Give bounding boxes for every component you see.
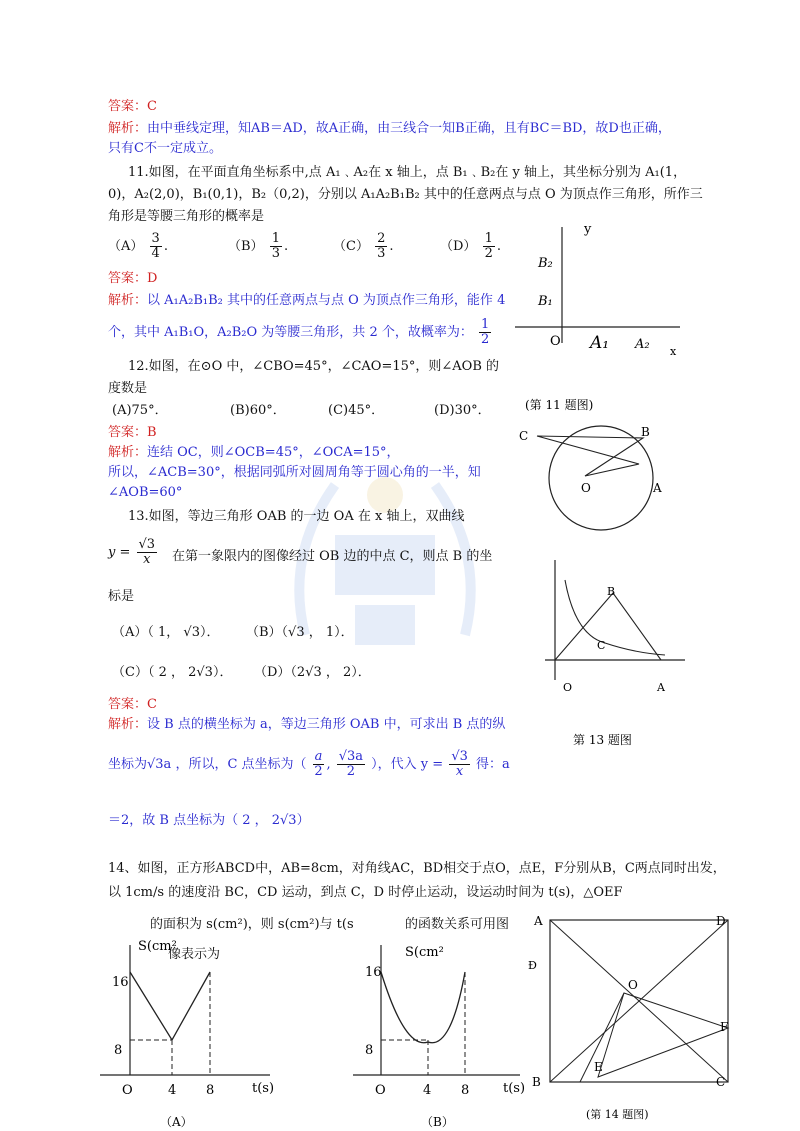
q14-stem-line4: 像表示为 xyxy=(168,947,221,962)
q14-label-e: E xyxy=(594,1060,603,1074)
q14-caption: (第 14 题图) xyxy=(586,1108,649,1121)
q12-label-o: O xyxy=(581,481,591,495)
q14a-caption: （A） xyxy=(160,1115,193,1129)
q11-label-x: x xyxy=(670,345,677,358)
q14b-x4: 4 xyxy=(423,1083,432,1098)
q13-option-a: （A）（ 1， √3）． xyxy=(112,625,220,640)
q14-stem-line3b: 的函数关系可用图 xyxy=(405,917,510,932)
q10-analysis-line2: 只有C不一定成立。 xyxy=(108,141,222,156)
q13-label-a: A xyxy=(657,681,665,694)
q12-label-c: C xyxy=(519,429,529,443)
q14b-x8: 8 xyxy=(461,1083,470,1098)
q14b-xlabel: t(s) xyxy=(503,1081,526,1096)
q14-label-c: C xyxy=(716,1075,726,1089)
q14a-origin: O xyxy=(122,1083,133,1098)
q11-label-b1: B₁ xyxy=(538,294,553,309)
q14-stem-line3a: 的面积为 s(cm²)，则 s(cm²)与 t(s xyxy=(150,917,354,932)
q14b-ylabel: S(cm² xyxy=(405,945,444,960)
q11-analysis-line1: 解析：以 A₁A₂B₁B₂ 其中的任意两点与点 O 为顶点作三角形，能作 4 xyxy=(108,293,506,308)
q12-analysis-line2: 所以，∠ACB=30°，根据同弧所对圆周角等于圆心角的一半，知 xyxy=(108,465,481,480)
q13-label-c: C xyxy=(597,639,606,652)
q14-stem-line2: 以 1cm/s 的速度沿 BC，CD 运动，到点 C，D 时停止运动，设运动时间为 t(s)，△OEF xyxy=(108,885,623,900)
q12-option-b: (B)60°． xyxy=(230,403,286,418)
q12-answer: 答案：B xyxy=(108,425,157,440)
q13-analysis-line1: 解析：设 B 点的横坐标为 a，等边三角形 OAB 中，可求出 B 点的纵 xyxy=(108,717,506,732)
q11-stem-line3: 角形是等腰三角形的概率是 xyxy=(108,209,265,224)
q13-stem-line1: 13.如图，等边三角形 OAB 的一边 OA 在 x 轴上，双曲线 xyxy=(128,509,465,524)
q12-analysis-line3: ∠AOB=60° xyxy=(108,485,183,500)
q14a-y8: 8 xyxy=(114,1043,123,1058)
q14a-y16: 16 xyxy=(112,975,129,990)
q14a-x4: 4 xyxy=(168,1083,177,1098)
q11-caption: (第 11 题图) xyxy=(525,398,594,412)
q12-stem-line1: 12.如图，在⊙O 中，∠CBO=45°，∠CAO=15°，则∠AOB 的 xyxy=(128,359,500,374)
q14-stem-line1: 14、如图，正方形ABCD中，AB=8cm，对角线AC，BD相交于点O，点E，F分别从B，C两点同时出发， xyxy=(108,861,726,876)
q13-equation: y = $\frac{√3}{x}$ xyxy=(108,537,156,567)
q13-option-b: （B）（√3 ， 1）． xyxy=(246,625,354,640)
q14b-caption: （B） xyxy=(421,1115,454,1129)
q13-stem-line2: 在第一象限内的图像经过 OB 边的中点 C，则点 B 的坐 xyxy=(172,549,493,564)
q11-label-a2: A₂ xyxy=(635,337,650,352)
q14-label-o: O xyxy=(628,978,638,992)
q12-label-b: B xyxy=(641,425,650,439)
q13-label-o: O xyxy=(563,681,573,694)
q12-option-d: (D)30°． xyxy=(434,403,491,418)
q13-option-c: （C）（ 2 ， 2√3）． xyxy=(112,665,233,680)
q12-option-a: (A)75°． xyxy=(112,403,168,418)
q12-figure xyxy=(515,420,695,535)
q14b-y8: 8 xyxy=(365,1043,374,1058)
q12-analysis-line1: 解析：连结 OC，则∠OCB=45°，∠OCA=15°， xyxy=(108,445,400,460)
q12-label-a: A xyxy=(653,481,662,495)
q11-analysis-line2: 个，其中 A₁B₁O，A₂B₂O 为等腰三角形，共 2 个，故概率为： $\frac{1}{2}$ xyxy=(108,317,490,347)
q11-label-a1: A₁ xyxy=(590,333,610,353)
q12-stem-line2: 度数是 xyxy=(108,381,148,396)
q13-stem-line3: 标是 xyxy=(108,589,135,604)
q14b-origin: O xyxy=(375,1083,386,1098)
q13-analysis-line2: 坐标为√3a ，所以，C 点坐标为（ $\frac{a}{2}$ , $\frac{√3a}{2}$ ），代入 y = $\frac{√3}{x}$ 得：a xyxy=(108,749,510,779)
q11-figure xyxy=(510,215,700,415)
q13-label-b: B xyxy=(607,585,616,598)
q11-label-y: y xyxy=(584,222,592,237)
q14a-xlabel: t(s) xyxy=(252,1081,275,1096)
q14-label-a: A xyxy=(534,914,543,928)
q11-option-c: （C） $\frac{2}{3}$ . xyxy=(333,231,394,261)
q11-option-a: （A） $\frac{3}{4}$ . xyxy=(108,231,168,261)
q14-label-d: D xyxy=(716,914,726,928)
q13-answer: 答案：C xyxy=(108,697,157,712)
q13-figure xyxy=(535,555,695,750)
q13-caption: 第 13 题图 xyxy=(573,733,632,747)
q11-stem-line1: 11.如图，在平面直角坐标系中,点 A₁﹑A₂在 x 轴上，点 B₁﹑B₂在 y 轴上，其坐标分别为 A₁(1， xyxy=(128,165,687,180)
q11-label-o: O xyxy=(550,334,561,349)
q11-stem-line2: 0)，A₂(2,0)，B₁(0,1)，B₂（0,2)，分别以 A₁A₂B₁B₂ 其中的任意两点与点 O 为顶点作三角形，所作三 xyxy=(108,187,703,202)
q11-answer: 答案：D xyxy=(108,271,158,286)
q14-label-stray: Ð xyxy=(528,959,537,972)
q13-option-d: （D）（2√3 ， 2）． xyxy=(254,665,371,680)
q14a-x8: 8 xyxy=(206,1083,215,1098)
q13-analysis-line3: ＝2，故 B 点坐标为（ 2 ， 2√3） xyxy=(108,813,310,828)
q11-option-d: （D） $\frac{1}{2}$ . xyxy=(440,231,501,261)
q12-option-c: (C)45°． xyxy=(328,403,385,418)
q11-label-b2: B₂ xyxy=(538,256,553,271)
q14-graph-a xyxy=(90,930,275,1130)
q14a-ylabel: S(cm² xyxy=(138,939,177,954)
q14-square-figure xyxy=(520,905,755,1127)
q10-answer: 答案：C xyxy=(108,99,157,114)
q14-label-b: B xyxy=(532,1075,541,1089)
q10-analysis-line1: 解析：由中垂线定理，知AB＝AD，故A正确，由三线合一知B正确，且有BC＝BD，故D也正确， xyxy=(108,121,671,136)
q14b-y16: 16 xyxy=(365,965,382,980)
q14-graph-b xyxy=(345,930,530,1130)
q11-option-b: （B） $\frac{1}{3}$ . xyxy=(228,231,289,261)
q14-label-f: F xyxy=(720,1020,729,1034)
